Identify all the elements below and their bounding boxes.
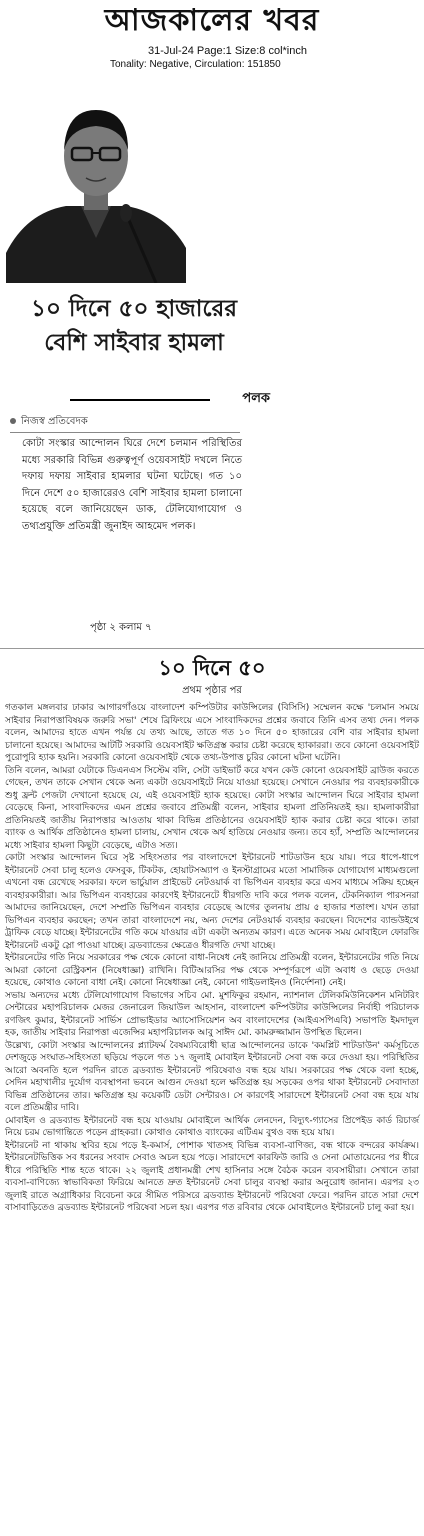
body-paragraph: সভায় অন্যদের মধ্যে টেলিযোগাযোগ বিভাগের সচিব মো. মুশফিকুর রহমান, ন্যাশনাল টেলিকমিউনিকেশন মনিটরিং সেন্টারের মহাপরিচালক মেজর জেনারেল জিয়াউল আহসান, বাংলাদেশ কম্পিউটার কাউন্সিলের নির্বাহী পরিচালক রণজিৎ কুমার, ইন্টারনেট সার্ভিস প্রোভাইডার অ্যাসোসিয়েশন অব বাংলাদেশের (আইএসপিএবি) সভাপতি ইমদাদুল হক, জাতীয় সাইবার নিরাপত্তা এজেন্সির মহাপরিচালক আবু সাঈদ মো. কামরুজ্জামান উপস্থিত ছিলেন।: [5, 990, 419, 1038]
article-body: [5, 702, 419, 1215]
masthead: [0, 0, 424, 44]
continued-note: পৃষ্ঠা ২ কলাম ৭: [90, 622, 152, 633]
byline-name: পলক: [242, 391, 270, 406]
bullet-icon: [10, 418, 16, 424]
body-paragraph: তিনি বলেন, আমরা যেটাকে ডিএনএস সিস্টেম বলি, সেটা ডাইভার্ট করে যখন কেউ কোনো ওয়েবসাইট ব্রাউজ করতে গেছেন, তখন তাকে সেখান থেকে অন্য একটা ওয়েবসাইটে নিয়ে যাওয়া হয়েছে। সেখানে নেওয়ার পর ব্যবহারকারীকে শুধু ফ্রন্ট পেজটা দেখানো হয়েছে যে, এই ওয়েবসাইট হ্যাক হয়েছে। কোটা সংস্কার আন্দোলন ঘিরে সাইবার হামলা বেড়েছে কিনা, সাংবাদিকদের এমন প্রশ্নের জবাবে প্রতিমন্ত্রী বলেন, সাইবার হামলা প্রতিনিয়তই হয়। হামলাকারীরা প্রতিনিয়তই জাতীয় নিরাপত্তার আওতায় থাকা বিভিন্ন প্রতিষ্ঠানের ওয়েবসাইট হ্যাক করার চেষ্টা করে থাকে। তারা ব্যাংক ও আর্থিক প্রতিষ্ঠানেও হামলা চালায়, সেখান থেকে অর্থ হাতিয়ে নেওয়ার জন্য। তবে হ্যাঁ, সম্প্রতি আন্দোলনের মধ্যে সাইবার হামলা কিছুটা বেড়েছে, এটাও সত্য।: [5, 765, 419, 851]
reporter-credit-text: নিজস্ব প্রতিবেদক: [21, 416, 88, 427]
body-paragraph: গতকাল মঙ্গলবার ঢাকার আগারগাঁওয়ে বাংলাদেশ কম্পিউটার কাউন্সিলের (বিসিসি) সম্মেলন কক্ষে 'চলমান সময়ে সাইবার নিরাপত্তাবিষয়ক জরুরি সভা' শেষে ব্রিফিংয়ে এসে সাংবাদিকদের প্রশ্নের জবাবে তিনি এসব তথ্য দেন। পলক বলেন, আমাদের হাতে এখন পর্যন্ত যে তথ্য আছে, তাতে গত ১০ দিনে ৫০ হাজারের বেশি বার সাইবার হামলা চালানো হয়েছে। আমাদের আটটি সরকারি ওয়েবসাইট ক্ষতিগ্রস্ত করার চেষ্টা করেছে হ্যাকাররা। তবে কোনো ওয়েবসাইট পুরোপুরি হ্যাক হয়নি। সরকারি কোনো ওয়েবসাইট থেকে তথ্য-উপাত্ত চুরির কোনো ঘটনা ঘটেনি।: [5, 703, 419, 763]
section-divider: [0, 648, 424, 649]
byline-rule: [70, 399, 210, 401]
continuation-subhead: প্রথম পৃষ্ঠার পর: [182, 685, 242, 696]
body-paragraph: মোবাইল ও ব্রডব্যান্ড ইন্টারনেট বন্ধ হয়ে যাওয়ায় মোবাইলে আর্থিক লেনদেন, বিদ্যুৎ-গ্যাসের প্রিপেইড কার্ড রিচার্জ নিয়ে চরম ভোগান্তিতে পড়েন গ্রাহকরা। কোথাও কোথাও ব্যাংকের এটিএম বুথও বন্ধ হয়ে যায়।: [5, 1115, 419, 1138]
reporter-rule: [10, 432, 240, 433]
body-paragraph: ইন্টারনেট না থাকায় স্থবির হয়ে পড়ে ই-কমার্স, পোশাক খাতসহ বিভিন্ন ব্যবসা-বাণিজ্য, বন্ধ থাকে বন্দরের কার্যক্রম। ইন্টারনেটভিত্তিক সব ধরনের সংবাদ সেবাও অচল হয়ে পড়ে। সারাদেশে কারফিউ জারি ও সেনা মোতায়েনের পর ধীরে ধীরে পরিস্থিতি শান্ত হতে থাকে। ২২ জুলাই প্রধানমন্ত্রী শেখ হাসিনার সঙ্গে বৈঠক করেন ব্যবসায়ীরা। সেখানে তারা ব্যবসা-বাণিজ্যে স্বাভাবিকতা ফিরিয়ে আনতে দ্রুত ইন্টারনেট সেবা চালুর ব্যবস্থা করার অনুরোধ জানান। এরপর ২৩ জুলাই রাতে অগ্রাধিকার বিবেচনা করে সীমিত পরিসরে ব্রডব্যান্ড ইন্টারনেট পরিষেবা ফেরে। পরদিন রাতে সারা দেশে বাসাবাড়িতেও ব্রডব্যান্ড ইন্টারনেট পরিষেবা সচল হয়। এরপর গত রবিবার থেকে মোবাইলেও ইন্টারনেট চালু করা হয়।: [5, 1140, 419, 1213]
clipping-tonality-circulation: Tonality: Negative, Circulation: 151850: [110, 59, 281, 70]
body-paragraph: ইন্টারনেটের গতি নিয়ে সরকারের পক্ষ থেকে কোনো বাধা-নিষেধ নেই জানিয়ে প্রতিমন্ত্রী বলেন, ইন্টারনেটের গতি নিয়ে আমরা কোনো রেস্ট্রিকশন (নিষেধাজ্ঞা) রাখিনি। বিটিআরসির পক্ষ থেকে সম্পূর্ণরূপে এটা অবাধ ও ছেড়ে দেওয়া হয়েছে, কোথাও কোনো বাধা নেই। কোনো নিষেধাজ্ঞা নেই, কোনো গাইডলাইনও (নির্দেশনা) নেই।: [5, 953, 419, 988]
byline: [70, 390, 270, 408]
intro-paragraph: কোটা সংস্কার আন্দোলন ঘিরে দেশে চলমান পরিস্থিতির মধ্যে সরকারি বিভিন্ন গুরুত্বপূর্ণ ওয়েবসাইট দখলে নিতে দফায় দফায় সাইবার হামলার ঘটনা ঘটেছে। গত ১০ দিনে দেশে ৫০ হাজারেরও বেশি সাইবার হামলা চালানো হয়েছে বলে জানিয়েছেন ডাক, টেলিযোগাযোগ ও তথ্যপ্রযুক্তি প্রতিমন্ত্রী জুনাইদ আহমেদ পলক।: [22, 438, 242, 532]
newspaper-name: আজকালের খবর: [104, 3, 320, 38]
continuation-headline: ১০ দিনে ৫০: [158, 655, 266, 680]
clipping-date-page-size: 31-Jul-24 Page:1 Size:8 col*inch: [148, 45, 307, 57]
minister-photo: [6, 88, 186, 283]
body-paragraph: উল্লেখ্য, কোটা সংস্কার আন্দোলনের প্ল্যাটফর্ম বৈষম্যবিরোধী ছাত্র আন্দোলনের ডাকে 'কমপ্লিট শাটডাউন' কর্মসূচিতে দেশজুড়ে সংঘাত-সহিংসতা ছড়িয়ে পড়লে গত ১৭ জুলাই মোবাইল ইন্টারনেট সেবা বন্ধ করে দেওয়া হয়। পরিস্থিতির আরো অবনতি হলে পরদিন রাতে ব্রডব্যান্ড ইন্টারনেট পরিষেবাও বন্ধ হয়ে যায়। সরকারের পক্ষ থেকে বলা হচ্ছে, সেদিন মহাখালীর দুর্যোগ ব্যবস্থাপনা ভবনে আগুন দেওয়া হলে ক্ষতিগ্রস্ত হয় সড়কের ওপর থাকা ইন্টারনেট সেবাদাতা বিভিন্ন প্রতিষ্ঠানের তার। ক্ষতিগ্রস্ত হয় কয়েকটি ডেটা সেন্টারও। সে কারণেই সারাদেশে ইন্টারনেট সেবা বন্ধ হয়ে যায় বলে প্রতিমন্ত্রীর দাবি।: [5, 1040, 419, 1113]
clipping-meta: [110, 44, 370, 72]
person-portrait-icon: [6, 88, 186, 283]
main-headline: ১০ দিনে ৫০ হাজারের বেশি সাইবার হামলা: [31, 295, 237, 356]
reporter-credit: [10, 414, 88, 430]
body-paragraph: কোটা সংস্কার আন্দোলন ঘিরে সৃষ্ট সহিংসতার পর বাংলাদেশে ইন্টারনেট শাটডাউন হয়ে যায়। পরে ধাপে-ধাপে ইন্টারনেট সেবা চালু হলেও ফেসবুক, টিকটক, হোয়াটসঅ্যাপ ও ইনস্টাগ্রামের মতো সামাজিক যোগাযোগ মাধ্যমগুলো এখনো বন্ধ রেখেছে সরকার। ফলে ভার্চুয়াল প্রাইভেট নেটওয়ার্ক বা ভিপিএন ব্যবহার করে এসব মাধ্যমে সক্রিয় হচ্ছেন ব্যবহারকারীরা। আর ভিপিএন ব্যবহারের কারণেই ইন্টারনেটে ধীরগতি দাবি করে পলক বলেন, টেকনিক্যাল পারসনরা আমাদের জানিয়েছেন, দেশে সম্প্রতি ভিপিএন ব্যবহার বেড়েছে আগের তুলনায় প্রায় ৫ হাজার শতাংশ। যখন তারা ভিপিএন ব্যবহার করছেন; তখন তারা বাংলাদেশে নয়, অন্য দেশের নেটওয়ার্ক ব্যবহার করছেন। বিদেশের ব্যান্ডউইথে ট্রাফিক বেড়ে যাচ্ছে। ইন্টারনেটের গতি কমে যাওয়ার এটা একটা অন্যতম কারণ। এতে অনেক সময় মোবাইলে ফোরজি ইন্টারনেট একটু স্লো পাওয়া যাচ্ছে। ব্রডব্যান্ডের ক্ষেত্রেও ধীরগতি দেখা যাচ্ছে।: [5, 853, 419, 951]
